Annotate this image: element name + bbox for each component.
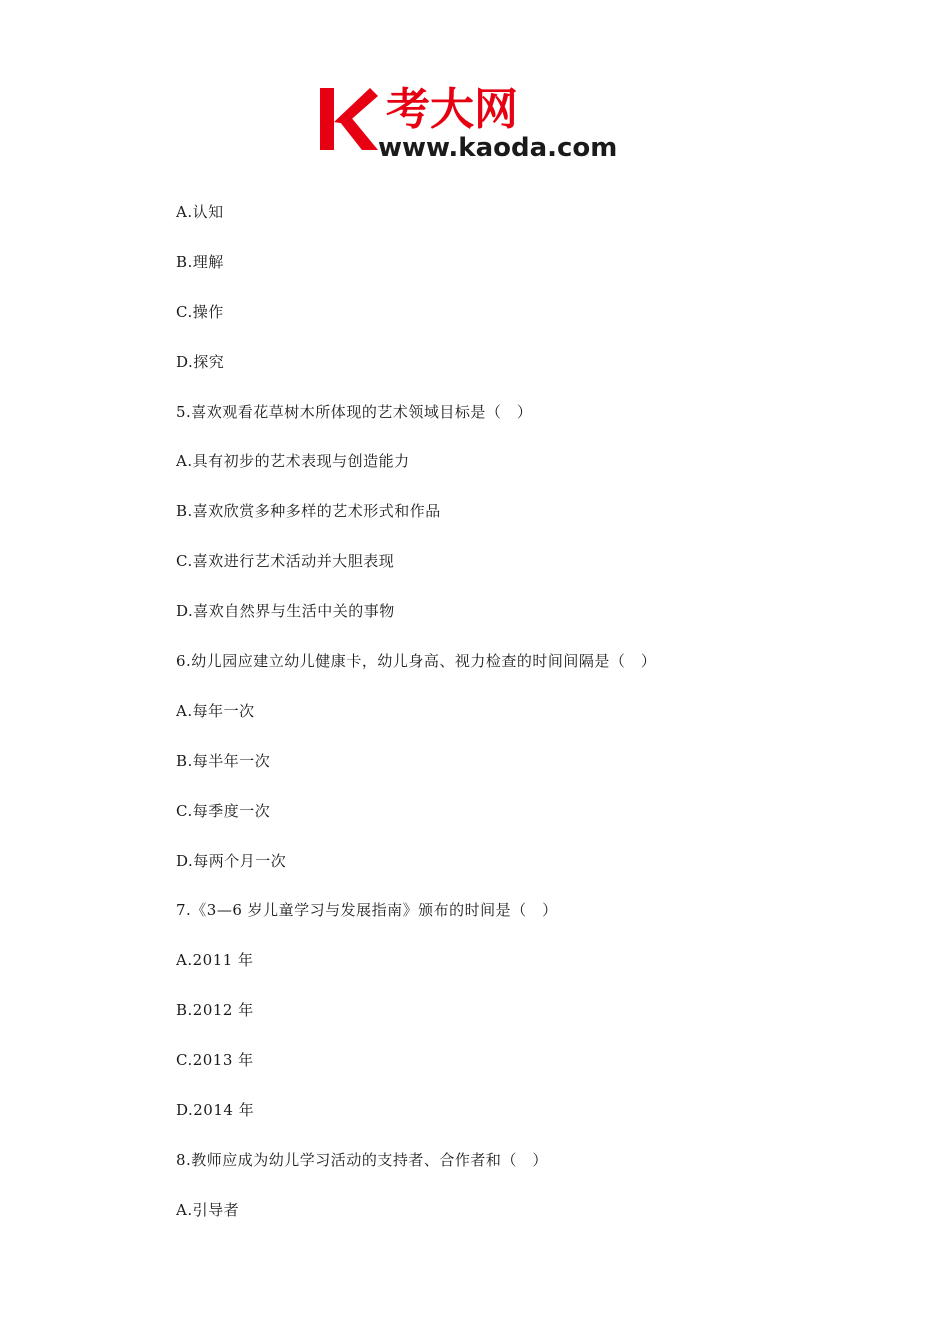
question-line: 7.《3—6 岁儿童学习与发展指南》颁布的时间是（ ）	[176, 901, 558, 920]
option-line: B.2012 年	[176, 1001, 254, 1020]
option-line: A.2011 年	[176, 951, 254, 970]
question-line: 8.教师应成为幼儿学习活动的支持者、合作者和（ ）	[176, 1150, 548, 1169]
option-line: D.探究	[176, 352, 225, 371]
option-line: D.每两个月一次	[176, 851, 287, 870]
option-line: B.每半年一次	[176, 751, 271, 770]
option-line: A.认知	[176, 203, 224, 221]
option-line: C.操作	[176, 302, 224, 321]
option-line: A.具有初步的艺术表现与创造能力	[176, 452, 410, 471]
option-line: C.2013 年	[176, 1051, 254, 1070]
url-text: www.kaoda.com	[378, 133, 618, 162]
question-line: 6.幼儿园应建立幼儿健康卡，幼儿身高、视力检查的时间间隔是（ ）	[176, 652, 657, 671]
option-line: C.喜欢进行艺术活动并大胆表现	[176, 552, 395, 571]
k-logo-icon	[320, 88, 378, 150]
kaoda-logo-mark	[318, 82, 638, 162]
option-line: D.2014 年	[176, 1101, 255, 1120]
option-line: B.理解	[176, 252, 224, 271]
question-line: 5.喜欢观看花草树木所体现的艺术领域目标是（ ）	[176, 402, 533, 421]
question-list	[176, 200, 816, 1248]
option-line: A.每年一次	[176, 701, 255, 720]
brand-text: 考大网	[386, 84, 518, 135]
option-line: A.引导者	[176, 1200, 240, 1219]
kaoda-logo	[318, 82, 638, 162]
option-line: B.喜欢欣赏多种多样的艺术形式和作品	[176, 502, 441, 521]
option-line: C.每季度一次	[176, 801, 271, 820]
option-line: D.喜欢自然界与生活中关的事物	[176, 602, 395, 621]
